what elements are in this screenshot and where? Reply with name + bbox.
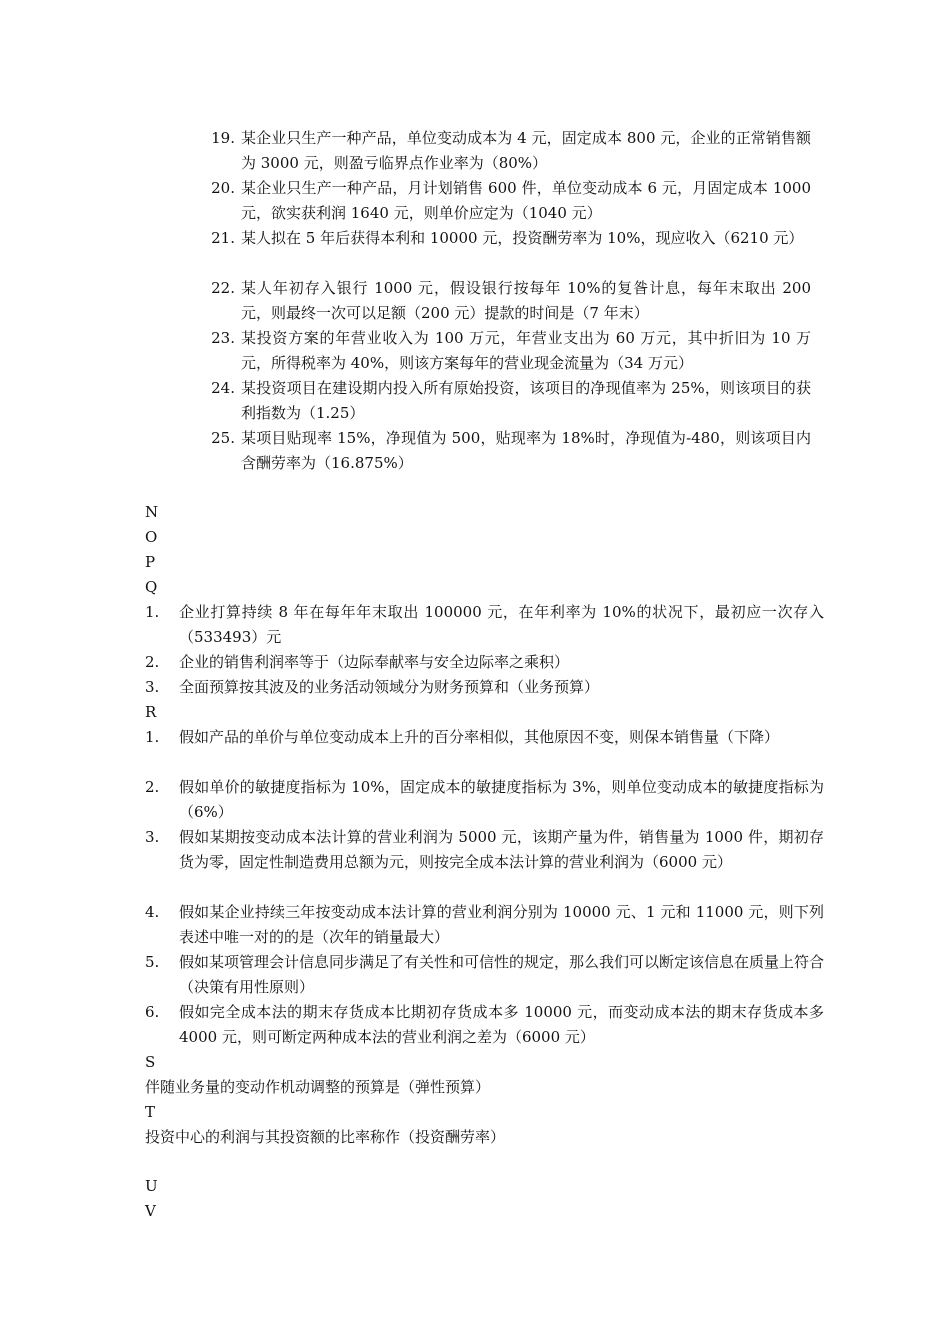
- item-number: 25.: [211, 429, 235, 447]
- item-text: 假如产品的单价与单位变动成本上升的百分率相似，其他原因不变，则保本销售量（下降）: [179, 728, 780, 746]
- item-text: 某企业只生产一种产品，月计划销售 600 件，单位变动成本 6 元，月固定成本 1000 元，欲实获利润 1640 元，则单价应定为（1040 元）: [241, 179, 811, 222]
- item-number: 1.: [145, 603, 160, 621]
- item-text: 某人拟在 5 年后获得本利和 10000 元，投资酬劳率为 10%，现应收入（6210 元）: [241, 229, 804, 247]
- list-item: [145, 1000, 825, 1050]
- section-letter-q: Q: [145, 578, 158, 596]
- s-paragraph: 伴随业务量的变动作机动调整的预算是（弹性预算）: [145, 1078, 491, 1096]
- item-text: 全面预算按其波及的业务活动领域分为财务预算和（业务预算）: [179, 678, 600, 696]
- list-item: [145, 775, 825, 825]
- item-text: 某人年初存入银行 1000 元，假设银行按每年 10%的复昝计息，每年末取出 200 元，则最终一次可以足额（200 元）提款的时间是（7 年末）: [241, 279, 811, 322]
- list-item: [145, 950, 825, 1000]
- list-item: [145, 900, 825, 950]
- item-number: 6.: [145, 1003, 160, 1021]
- list-item: [205, 376, 811, 426]
- item-number: 21.: [211, 229, 235, 247]
- list-item: [205, 326, 811, 376]
- list-item: [145, 825, 825, 900]
- list-item: [145, 650, 825, 675]
- item-number: 23.: [211, 329, 235, 347]
- item-text: 某项目贴现率 15%，净现值为 500，贴现率为 18%时，净现值为-480，则该项目内含酬劳率为（16.875%）: [241, 429, 811, 472]
- item-number: 3.: [145, 828, 160, 846]
- item-number: 19.: [211, 129, 235, 147]
- item-text: 某投资项目在建设期内投入所有原始投资，该项目的净现值率为 25%，则该项目的获利指数为（1.25）: [241, 379, 811, 422]
- item-text: 某投资方案的年营业收入为 100 万元，年营业支出为 60 万元，其中折旧为 10 万元，所得税率为 40%，则该方案每年的营业现金流量为（34 万元）: [241, 329, 811, 372]
- section-letter-o: O: [145, 528, 158, 546]
- item-number: 1.: [145, 728, 160, 746]
- item-number: 24.: [211, 379, 235, 397]
- item-number: 22.: [211, 279, 235, 297]
- list-item: [205, 276, 811, 326]
- list-item: [205, 426, 811, 476]
- section-letter-t: T: [145, 1103, 156, 1121]
- section-letter-s: S: [145, 1053, 156, 1071]
- item-text: 假如某企业持续三年按变动成本法计算的营业利润分别为 10000 元、1 元和 11000 元，则下列表述中唯一对的的是（次年的销量最大）: [179, 903, 824, 946]
- item-number: 2.: [145, 778, 160, 796]
- list-item: [145, 600, 825, 650]
- list-item: [205, 176, 811, 226]
- item-text: 企业打算持续 8 年在每年年末取出 100000 元，在年利率为 10%的状况下，最初应一次存入（533493）元: [179, 603, 824, 646]
- item-text: 假如完全成本法的期末存货成本比期初存货成本多 10000 元，而变动成本法的期末存货成本多 4000 元，则可断定两种成本法的营业利润之差为（6000 元）: [179, 1003, 824, 1046]
- item-text: 假如单价的敏捷度指标为 10%，固定成本的敏捷度指标为 3%，则单位变动成本的敏捷度指标为（6%）: [179, 778, 824, 821]
- list-item: [205, 226, 805, 276]
- item-text: 企业的销售利润率等于（边际奉献率与安全边际率之乘积）: [179, 653, 570, 671]
- item-number: 4.: [145, 903, 160, 921]
- section-letter-n: N: [145, 503, 159, 521]
- item-text: 某企业只生产一种产品，单位变动成本为 4 元，固定成本 800 元，企业的正常销售额为 3000 元，则盈亏临界点作业率为（80%）: [241, 129, 811, 172]
- item-number: 2.: [145, 653, 160, 671]
- section-letter-r: R: [145, 703, 157, 721]
- item-text: 假如某项管理会计信息同步满足了有关性和可信性的规定，那么我们可以断定该信息在质量上符合（决策有用性原则）: [179, 953, 825, 996]
- section-letter-p: P: [145, 553, 156, 571]
- item-number: 5.: [145, 953, 160, 971]
- section-letter-u: U: [145, 1177, 158, 1195]
- list-item: [205, 126, 811, 176]
- list-item: [145, 675, 825, 700]
- item-number: 20.: [211, 179, 235, 197]
- section-letter-v: V: [145, 1202, 156, 1220]
- item-text: 假如某期按变动成本法计算的营业利润为 5000 元，该期产量为件，销售量为 1000 件，期初存货为零，固定性制造费用总额为元，则按完全成本法计算的营业利润为（6000 元）: [179, 828, 824, 871]
- t-paragraph: 投资中心的利润与其投资额的比率称作（投资酬劳率）: [145, 1128, 506, 1146]
- list-item: [145, 725, 825, 775]
- item-number: 3.: [145, 678, 160, 696]
